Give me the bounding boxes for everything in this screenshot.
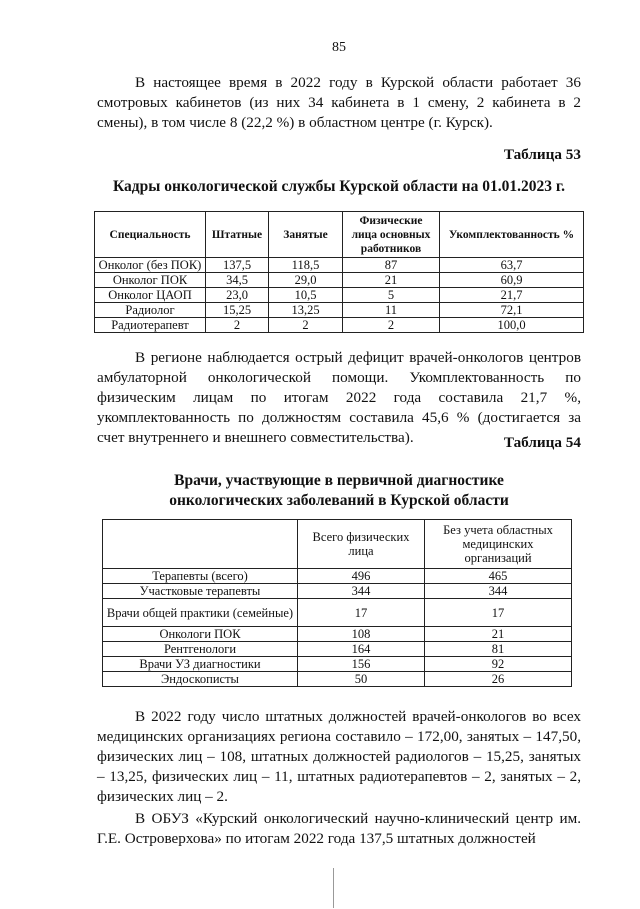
- table-cell: 2: [269, 318, 343, 333]
- paragraph-3: В 2022 году число штатных должностей врачей-онкологов во всех медицинских организациях региона составило – 172,00, занятых – 147,50, физических лиц – 108, штатных должностей радиологов – 15,25, занятых – 13,25, физических лиц – 11, штатных радиотерапевтов – 2, занятых – 2, физических лиц – 2.: [97, 708, 581, 805]
- table-cell: Врачи УЗ диагностики: [103, 657, 298, 672]
- table-cell: Радиотерапевт: [95, 318, 206, 333]
- table-53-title: Кадры онкологической службы Курской области на 01.01.2023 г.: [112, 178, 566, 195]
- table-cell: 17: [298, 599, 425, 627]
- table-cell: Участковые терапевты: [103, 584, 298, 599]
- paragraph-2: В регионе наблюдается острый дефицит врачей-онкологов центров амбулаторной онкологической помощи. Укомплектованность по физическим лицам по итогам 2022 года составила 21,7 %, укомплектованность по должностям составила 45,6 % (достигается за счет внутреннего и внешнего совместительства).: [97, 349, 581, 446]
- table-cell: 2: [343, 318, 440, 333]
- page-number: 85: [332, 40, 346, 55]
- table-cell: Терапевты (всего): [103, 569, 298, 584]
- table-row: [103, 672, 572, 687]
- table-cell: 156: [298, 657, 425, 672]
- table-cell: Онкологи ПОК: [103, 627, 298, 642]
- table-cell: 63,7: [440, 258, 584, 273]
- table-header-row: [103, 520, 572, 569]
- table-row: [95, 273, 584, 288]
- table-row: [103, 627, 572, 642]
- table-cell: Рентгенологи: [103, 642, 298, 657]
- table-cell: 72,1: [440, 303, 584, 318]
- col-header: Физические лица основных работников: [343, 212, 440, 258]
- paragraph-4: В ОБУЗ «Курский онкологический научно-клинический центр им. Г.Е. Островерхова» по итогам 2022 года 137,5 штатных должностей: [97, 810, 581, 847]
- table-cell: 108: [298, 627, 425, 642]
- col-header: [103, 520, 298, 569]
- table-header-row: [95, 212, 584, 258]
- table-row: [103, 657, 572, 672]
- col-header: Занятые: [269, 212, 343, 258]
- col-header: Укомплектованность %: [440, 212, 584, 258]
- table-cell: Онколог ПОК: [95, 273, 206, 288]
- table-cell: 81: [425, 642, 572, 657]
- table-cell: 50: [298, 672, 425, 687]
- scan-artifact-line: [333, 868, 334, 908]
- table-cell: 344: [298, 584, 425, 599]
- table-row: [103, 642, 572, 657]
- table-cell: 100,0: [440, 318, 584, 333]
- table-cell: 5: [343, 288, 440, 303]
- table-54: [102, 519, 572, 687]
- table-cell: 137,5: [206, 258, 269, 273]
- table-cell: 496: [298, 569, 425, 584]
- table-cell: 344: [425, 584, 572, 599]
- table-cell: 87: [343, 258, 440, 273]
- table-cell: 23,0: [206, 288, 269, 303]
- table-row: [103, 599, 572, 627]
- col-header: Без учета областных медицинских организаций: [425, 520, 572, 569]
- table-cell: Радиолог: [95, 303, 206, 318]
- table-cell: Эндоскописты: [103, 672, 298, 687]
- table-cell: 60,9: [440, 273, 584, 288]
- table-row: [103, 569, 572, 584]
- table-cell: 13,25: [269, 303, 343, 318]
- table-54-label: Таблица 54: [503, 434, 581, 451]
- table-row: [95, 258, 584, 273]
- table-cell: 164: [298, 642, 425, 657]
- table-cell: 2: [206, 318, 269, 333]
- col-header: Специальность: [95, 212, 206, 258]
- table-cell: 29,0: [269, 273, 343, 288]
- table-cell: 10,5: [269, 288, 343, 303]
- table-cell: 17: [425, 599, 572, 627]
- col-header: Всего физических лица: [298, 520, 425, 569]
- table-cell: Онколог ЦАОП: [95, 288, 206, 303]
- table-cell: 21,7: [440, 288, 584, 303]
- table-row: [95, 288, 584, 303]
- table-cell: 21: [343, 273, 440, 288]
- table-row: [103, 584, 572, 599]
- table-cell: 11: [343, 303, 440, 318]
- table-cell: Онколог (без ПОК): [95, 258, 206, 273]
- table-cell: Врачи общей практики (семейные): [103, 599, 298, 627]
- table-cell: 34,5: [206, 273, 269, 288]
- table-cell: 26: [425, 672, 572, 687]
- table-cell: 15,25: [206, 303, 269, 318]
- table-row: [95, 318, 584, 333]
- table-54-title: Врачи, участвующие в первичной диагностике онкологических заболеваний в Курской области: [169, 472, 509, 509]
- col-header: Штатные: [206, 212, 269, 258]
- table-cell: 465: [425, 569, 572, 584]
- table-53: [94, 211, 584, 333]
- table-cell: 118,5: [269, 258, 343, 273]
- table-cell: 21: [425, 627, 572, 642]
- paragraph-1: В настоящее время в 2022 году в Курской области работает 36 смотровых кабинетов (из них 34 кабинета в 1 смену, 2 кабинета в 2 смены), в том числе 8 (22,2 %) в областном центре (г. Курск).: [97, 74, 581, 131]
- table-53-label: Таблица 53: [503, 146, 581, 163]
- table-row: [95, 303, 584, 318]
- table-cell: 92: [425, 657, 572, 672]
